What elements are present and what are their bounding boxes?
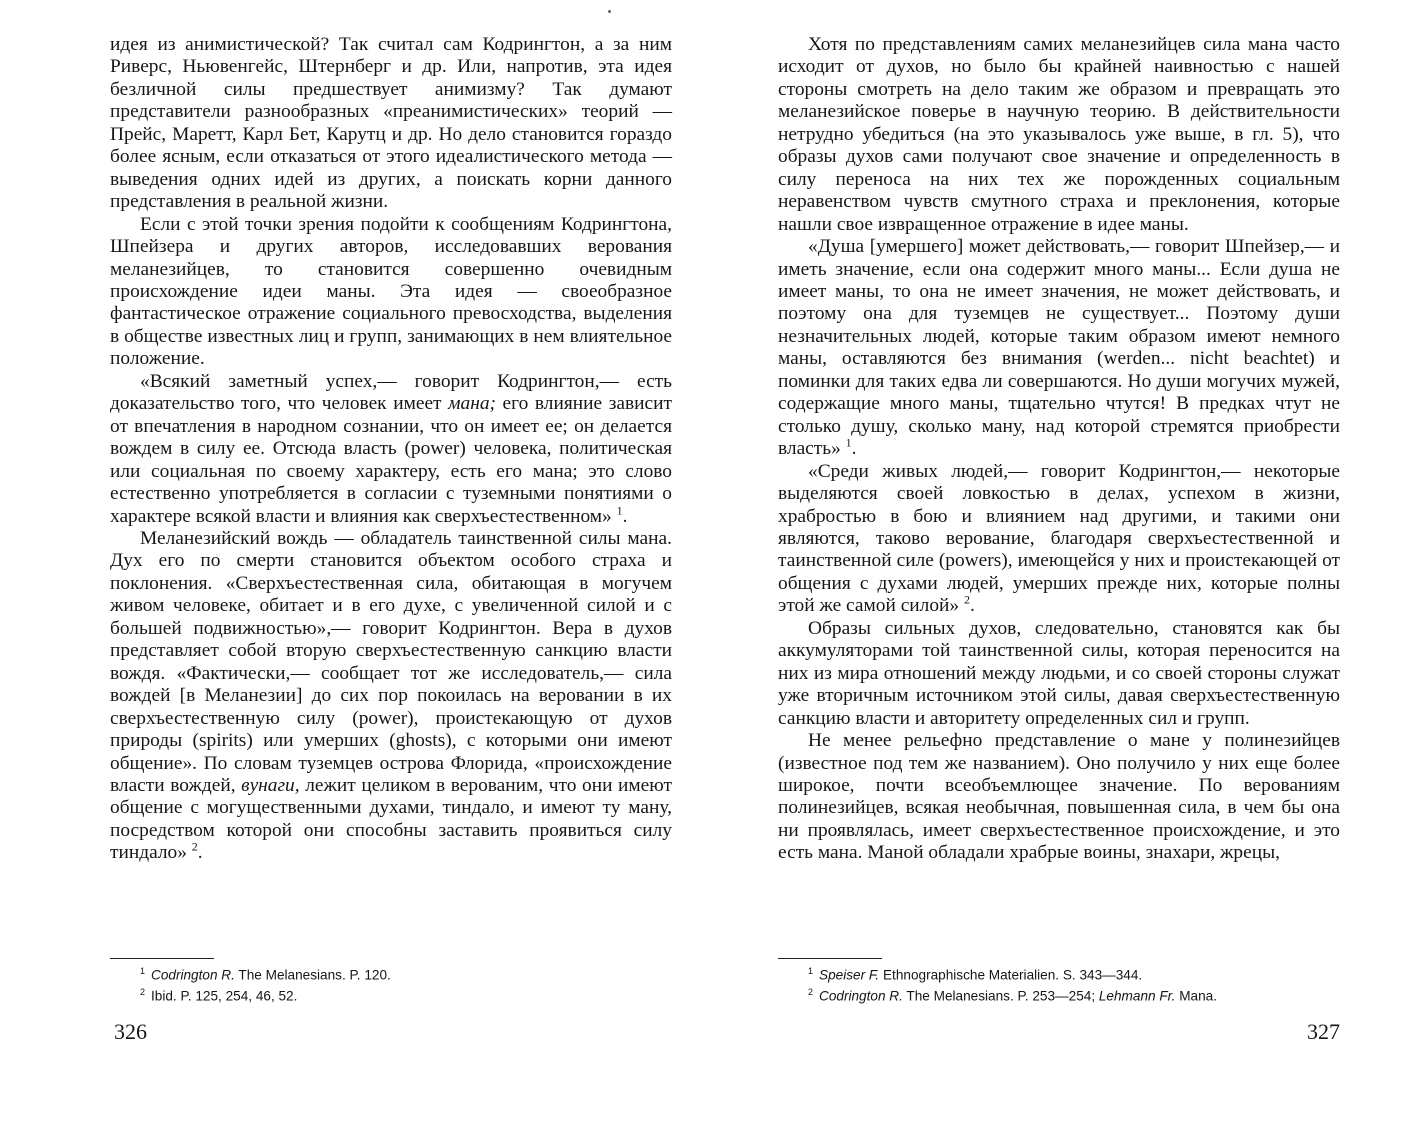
- left-paragraph-4: [110, 528, 672, 865]
- left-paragraph-1: идея из анимистической? Так считал сам Кодрингтон, а за ним Риверс, Ньювенгейс, Штернберг и др. Или, напротив, эта идея безличной силы предшествует анимизму? Так думают представители разнообразных «преанимистических» теорий — Прейс, Маретт, Карл Бет, Карутц и др. Но дело становится гораздо более ясным, если отказаться от этого идеалистического метода — выведения одних идей из других, а поискать корни данного представления в реальной жизни.: [110, 34, 672, 213]
- footnote-number: 2: [140, 986, 146, 997]
- page-number: 326: [114, 1019, 147, 1044]
- left-p3-text-b: его влияние зависит от впечатления в народном сознании, что он имеет ее; он делается вождем в силу ее. Отсюда власть (power) человека, политическая или социальная по своему характеру, есть его мана; это слово естественно употребляется в согласии с туземными понятиями о характере всякой власти и влияния как сверхъестественном»: [110, 393, 672, 527]
- footnote-author: Codrington R.: [151, 967, 235, 983]
- left-p4-text-a: Меланезийский вождь — обладатель таинственной силы мана. Дух его по смерти становится объектом особого страха и поклонения. «Сверхъестественная сила, обитающая в могучем живом человеке, обитает и в его духе, с увеличенной силой и с большей подвижностью»,— говорит Кодрингтон. Вера в духов представляет собой вторую сверхъестественную санкцию власти вождя. «Фактически,— сообщает тот же исследователь,— сила вождей [в Меланезии] до сих пор покоилась на веровании в их сверхъестественную силу (power), проистекающую от духов природы (spirits) или умерших (ghosts), с которыми они имеют общение». По словам туземцев острова Флорида, «происхождение власти вождей,: [110, 527, 672, 796]
- left-p3-italic-term: мана;: [448, 393, 496, 415]
- footnote-ref-2: 2: [191, 839, 198, 854]
- left-paragraph-2: Если с этой точки зрения подойти к сообщениям Кодрингтона, Шпейзера и других авторов, исследовавших верования меланезийцев, то становится совершенно очевидным происхождение идеи маны. Эта идея — своеобразное фантастическое отражение социального превосходства, выделения в обществе известных лиц и групп, занимающих в нем влиятельное положение.: [110, 213, 672, 370]
- left-footnotes: [140, 963, 672, 1004]
- right-paragraph-1: Хотя по представлениям самих меланезийцев сила мана часто исходит от духов, но было бы крайней наивностью с нашей стороны смотреть на дело таким же образом и превращать это меланезийское поверье в научную теорию. В действительности нетрудно убедиться (на это указывалось уже выше, в гл. 5), что образы духов сами получают свое значение и определенность в силу переноса на них тех же порожденных социальным неравенством чувств смутного страха и преклонения, которые нашли свое извращенное отражение в идее маны.: [778, 34, 1340, 235]
- left-p3-text-a: «Всякий заметный успех,— говорит Кодрингтон,— есть доказательство того, что человек имеет: [110, 370, 672, 415]
- footnote-author: Codrington R.: [819, 988, 903, 1004]
- footnote-ref-2: 2: [963, 592, 970, 607]
- footnote-divider: [110, 958, 214, 959]
- right-page: [778, 0, 1340, 1130]
- left-p4-end: .: [197, 842, 203, 864]
- right-p3-end: .: [969, 595, 975, 617]
- right-p2-end: .: [851, 438, 857, 460]
- footnote-author: Speiser F.: [819, 967, 880, 983]
- footnote-text: The Melanesians. P. 253—254;: [902, 988, 1099, 1004]
- page-number: 327: [1307, 1019, 1340, 1044]
- right-page-body: [778, 34, 1340, 865]
- footnote: [140, 963, 672, 984]
- footnote-number: 1: [140, 966, 146, 976]
- footnote-text: Ethnographische Materialien. S. 343—344.: [879, 967, 1143, 983]
- footnote-author-2: Lehmann Fr.: [1098, 988, 1176, 1004]
- footnote-text-2: Mana.: [1175, 988, 1218, 1004]
- right-paragraph-4: Образы сильных духов, следовательно, становятся как бы аккумуляторами той таинственной силы, которая переносится на них из мира отношений между людьми, и со своей стороны служат уже вторичным источником этой силы, давая сверхъестественную санкцию власти и авторитету определенных сил и групп.: [778, 617, 1340, 729]
- right-p2-text: «Душа [умершего] может действовать,— говорит Шпейзер,— и иметь значение, если она содержит много маны... Если душа не имеет маны, то она не имеет значения, не может действовать, и поэтому она для туземцев не существует... Поэтому души незначительных людей, которые таким образом имеют немного маны, оставляются без внимания (werden... nicht beachtet) и поминки для таких едва ли совершаются. Но души могучих мужей, содержащие много маны, тщательно чтутся! В предках чтут не столько душу, сколько ману, над которой стремятся приобрести власть»: [778, 236, 1340, 460]
- footnote-number: 2: [808, 986, 814, 997]
- right-footnotes: [808, 963, 1340, 1004]
- footnote-divider: [778, 958, 882, 959]
- footnote: [808, 984, 1340, 1005]
- left-p3-end: .: [622, 505, 628, 527]
- footnote: [808, 963, 1340, 984]
- left-p4-italic-term: вунаги,: [241, 774, 300, 796]
- footnote-text: The Melanesians. P. 120.: [234, 967, 391, 983]
- left-page: [110, 0, 672, 1130]
- left-page-body: [110, 34, 672, 865]
- footnote: [140, 984, 672, 1005]
- footnote-text: Ibid. P. 125, 254, 46, 52.: [151, 988, 298, 1004]
- footnote-ref-1: 1: [616, 503, 623, 518]
- right-paragraph-5: Не менее рельефно представление о мане у полинезийцев (известное под тем же названием). Оно получило у них еще более широкое, почти всеобъемлющее значение. По верованиям полинезийцев, всякая необычная, повышенная сила, в чем бы она ни проявлялась, имеет сверхъестественное происхождение, и это есть мана. Маной обладали храбрые воины, знахари, жрецы,: [778, 730, 1340, 864]
- left-paragraph-3: [110, 371, 672, 528]
- right-paragraph-3: [778, 461, 1340, 618]
- footnote-number: 1: [808, 966, 814, 976]
- footnote-ref-1: 1: [845, 435, 852, 450]
- left-p4-text-b: лежит целиком в верованим, что они имеют общение с могущественными духами, тиндало, и имеют ту ману, посредством которой они способны заставить проявиться силу тиндало»: [110, 774, 672, 864]
- right-paragraph-2: [778, 236, 1340, 461]
- right-p3-text: «Среди живых людей,— говорит Кодрингтон,— некоторые выделяются своей ловкостью в делах, успехом в жизни, храбростью в бою и влиянием над другими, и такими они являются, таково верование, благодаря сверхъестественной и таинственной силе (powers), имеющейся у них и проистекающей от общения с духами людей, умерших прежде них, которые полны этой же самой силой»: [778, 460, 1340, 617]
